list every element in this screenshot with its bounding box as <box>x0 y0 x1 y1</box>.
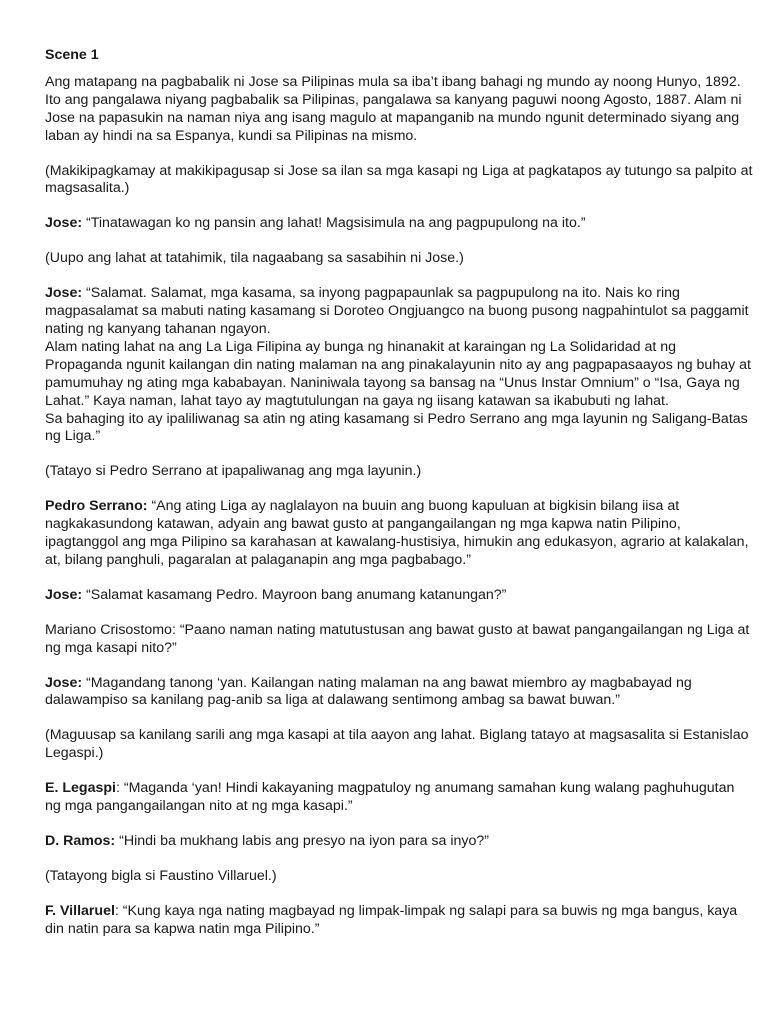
dialogue-paragraph <box>45 833 753 851</box>
scene-heading: Scene 1 <box>45 47 99 63</box>
stage-direction-paragraph <box>45 163 753 199</box>
dialogue-paragraph <box>45 780 753 816</box>
paragraph-text: (Maguusap sa kanilang sarili ang mga kasapi at tila aayon ang lahat. Biglang tatayo at magsasalita si Estanislao Legaspi.) <box>45 727 749 762</box>
speaker-name: D. Ramos: <box>45 833 116 849</box>
speaker-name: F. Villaruel <box>45 902 115 919</box>
speaker-name: Jose: <box>45 674 83 691</box>
script-body <box>45 74 753 939</box>
stage-direction-paragraph <box>45 622 753 658</box>
paragraph-text: “Tinatawagan ko ng pansin ang lahat! Magsisimula na ang pagpupulong na ito.” <box>86 215 586 232</box>
paragraph-text: “Salamat kasamang Pedro. Mayroon bang anumang katanungan?” <box>86 586 507 603</box>
dialogue-paragraph <box>45 903 753 939</box>
dialogue-paragraph <box>45 215 753 233</box>
stage-direction-paragraph <box>45 868 753 886</box>
paragraph-text: “Salamat. Salamat, mga kasama, sa inyong pagpapaunlak sa pagpupulong na ito. Nais ko ring magpasalamat sa mabuti nating kasamang si Doroteo Ongjuangco na buong pusong nagpahintulot sa paggamit nating ng kanyang tahanan ngayon. Alam nating lahat na ang La Liga Filipina ay bunga ng hinanakit at karaingan ng La Solidaridad at ng Propaganda ngunit kailangan din nating malaman na ang pinakalayunin nito ay ang pagpapasaayos ng buhay at pamumuhay ng ating mga kababayan. Naniniwala tayong sa bansag na “Unus Instar Omnium” o “Isa, Gaya ng Lahat.” Kaya naman, lahat tayo ay magtutulungan na gaya ng iisang katawan sa ikabubuti ng lahat. Sa bahaging ito ay ipaliliwanag sa atin ng ating kasamang si Pedro Serrano ang mga layunin ng Saligang-Batas ng Liga.” <box>45 285 751 445</box>
paragraph-text: : “Maganda ‘yan! Hindi kakayaning magpatuloy ng anumang samahan kung walang paghuhugutan ng mga pangangailangan nito at ng mga kasapi.” <box>45 780 735 815</box>
paragraph-text: (Tatayo si Pedro Serrano at ipapaliwanag ang mga layunin.) <box>45 463 422 480</box>
dialogue-paragraph <box>45 587 753 605</box>
paragraph-text: (Tatayong bigla si Faustino Villaruel.) <box>45 867 277 884</box>
paragraph-text: Mariano Crisostomo: “Paano naman nating matutustusan ang bawat gusto at bawat pangangailangan ng Liga at ng mga kasapi nito?” <box>45 621 750 656</box>
document-page <box>45 47 753 939</box>
speaker-name: Jose: <box>45 215 83 232</box>
speaker-name: Jose: <box>45 586 83 603</box>
stage-direction-paragraph <box>45 74 753 146</box>
paragraph-text: “Hindi ba mukhang labis ang presyo na iyon para sa inyo?” <box>119 833 490 849</box>
stage-direction-paragraph <box>45 727 753 763</box>
speaker-name: Pedro Serrano: <box>45 498 148 515</box>
paragraph-text: Ang matapang na pagbabalik ni Jose sa Pilipinas mula sa iba’t ibang bahagi ng mundo ay noong Hunyo, 1892. Ito ang pangalawa niyang pagbabalik sa Pilipinas, pangalawa sa kanyang paguwi noong Agosto, 1887. Alam ni Jose na papasukin na naman niya ang isang magulo at mapanganib na mundo ngunit determinado siyang ang laban ay hindi na sa Espanya, kundi sa Pilipinas na mismo. <box>45 73 742 144</box>
speaker-name: E. Legaspi <box>45 780 116 797</box>
paragraph-text: (Makikipagkamay at makikipagusap si Jose sa ilan sa mga kasapi ng Liga at pagkatapos ay tutungo sa palpito at magsasalita.) <box>45 162 753 197</box>
dialogue-paragraph <box>45 675 753 711</box>
paragraph-text: : “Kung kaya nga nating magbayad ng limpak-limpak ng salapi para sa buwis ng mga bangus, kaya din natin para sa kapwa natin mga Pilipino.” <box>45 902 738 937</box>
paragraph-text: “Magandang tanong ‘yan. Kailangan nating malaman na ang bawat miembro ay magbabayad ng dalawampiso sa kanilang pag-anib sa liga at dalawang sentimong ambag sa bawat buwan.” <box>45 674 692 709</box>
paragraph-text: “Ang ating Liga ay naglalayon na buuin ang buong kapuluan at bigkisin bilang iisa at nagkakasundong katawan, adyain ang bawat gusto at pangangailangan ng mga kapwa natin Pilipino, ipagtanggol ang mga Pilipino sa karahasan at kawalang-hustisiya, himukin ang edukasyon, agrario at kalakalan, at, bilang panghuli, pagaralan at palaganapin ang mga pagbabago.” <box>45 498 749 568</box>
dialogue-paragraph <box>45 498 753 570</box>
stage-direction-paragraph <box>45 463 753 481</box>
speaker-name: Jose: <box>45 285 83 302</box>
dialogue-paragraph <box>45 285 753 446</box>
stage-direction-paragraph <box>45 250 753 268</box>
paragraph-text: (Uupo ang lahat at tatahimik, tila nagaabang sa sasabihin ni Jose.) <box>45 250 464 267</box>
